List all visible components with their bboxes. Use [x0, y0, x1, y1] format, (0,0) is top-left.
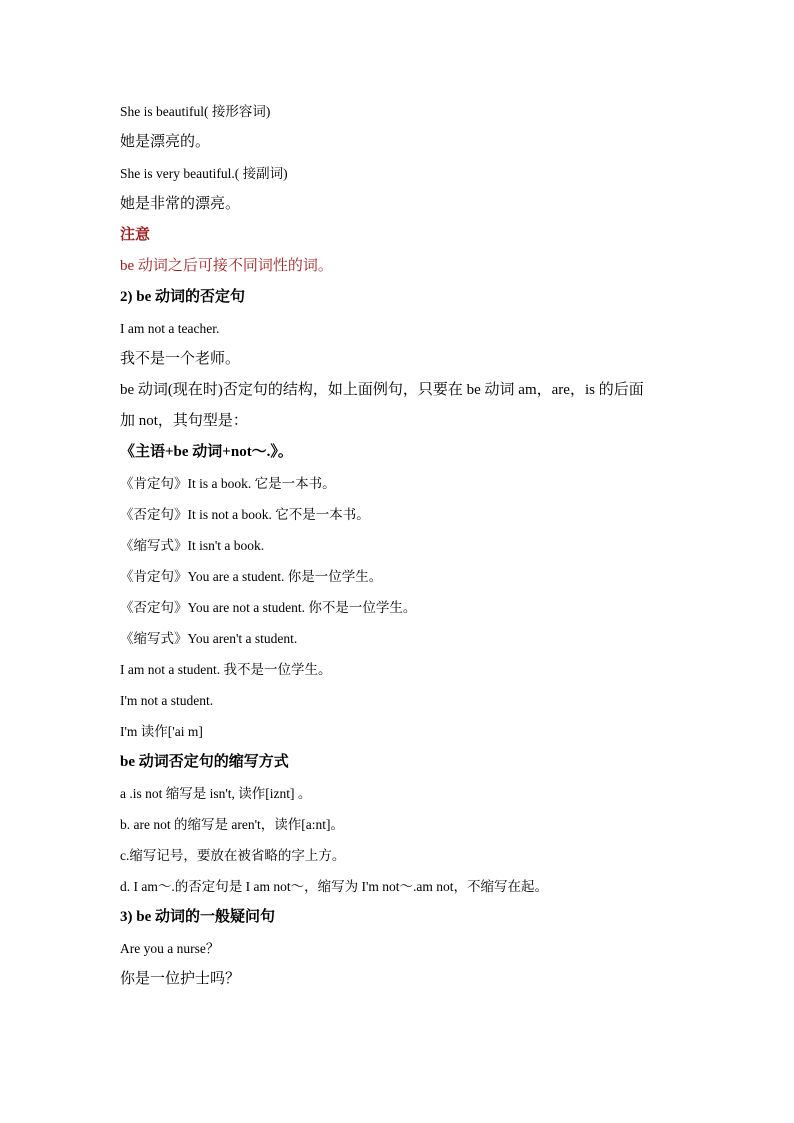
example-pair: 《缩写式》It isn't a book. — [120, 538, 265, 553]
contraction-rule: c.缩写记号，要放在被省略的字上方。 — [120, 848, 346, 863]
translation: 她是非常的漂亮。 — [120, 196, 241, 212]
pronunciation-note: I'm 读作['ai m] — [120, 724, 203, 739]
contraction-rule: a .is not 缩写是 isn't, 读作[iznt] 。 — [120, 786, 312, 801]
example-sentence: She is very beautiful.( 接副词) — [120, 166, 288, 181]
document-page — [120, 96, 700, 995]
translation: 我不是一个老师。 — [120, 351, 241, 367]
example-sentence: Are you a nurse？ — [120, 941, 220, 956]
example-sentence: I'm not a student. — [120, 693, 214, 708]
note-heading: 注意 — [120, 227, 151, 243]
example-pair: 《否定句》You are not a student. 你不是一位学生。 — [120, 600, 417, 615]
explanation-text: 加 not，其句型是： — [120, 413, 248, 429]
contraction-rule: b. are not 的缩写是 aren't，读作[a:nt]。 — [120, 817, 345, 832]
section-heading-negative: 2) be 动词的否定句 — [120, 289, 245, 305]
section-heading-contraction: be 动词否定句的缩写方式 — [120, 754, 289, 770]
example-pair: 《否定句》It is not a book. 它不是一本书。 — [120, 507, 370, 522]
example-sentence: I am not a student. 我不是一位学生。 — [120, 662, 332, 677]
section-heading-question: 3) be 动词的一般疑问句 — [120, 909, 275, 925]
contraction-rule: d. I am～.的否定句是 I am not～，缩写为 I'm not～.am not，不缩写在起。 — [120, 879, 549, 894]
example-pair: 《肯定句》You are a student. 你是一位学生。 — [120, 569, 383, 584]
translation: 她是漂亮的。 — [120, 134, 211, 150]
translation: 你是一位护士吗？ — [120, 971, 241, 987]
note-text: be 动词之后可接不同词性的词。 — [120, 258, 333, 274]
sentence-pattern: 《主语+be 动词+not～.》。 — [120, 444, 293, 460]
example-pair: 《缩写式》You aren't a student. — [120, 631, 298, 646]
example-sentence: She is beautiful( 接形容词) — [120, 104, 271, 119]
explanation-text: be 动词(现在时)否定句的结构，如上面例句，只要在 be 动词 am，are，is 的后面 — [120, 382, 644, 398]
example-pair: 《肯定句》It is a book. 它是一本书。 — [120, 476, 336, 491]
example-sentence: I am not a teacher. — [120, 321, 220, 336]
